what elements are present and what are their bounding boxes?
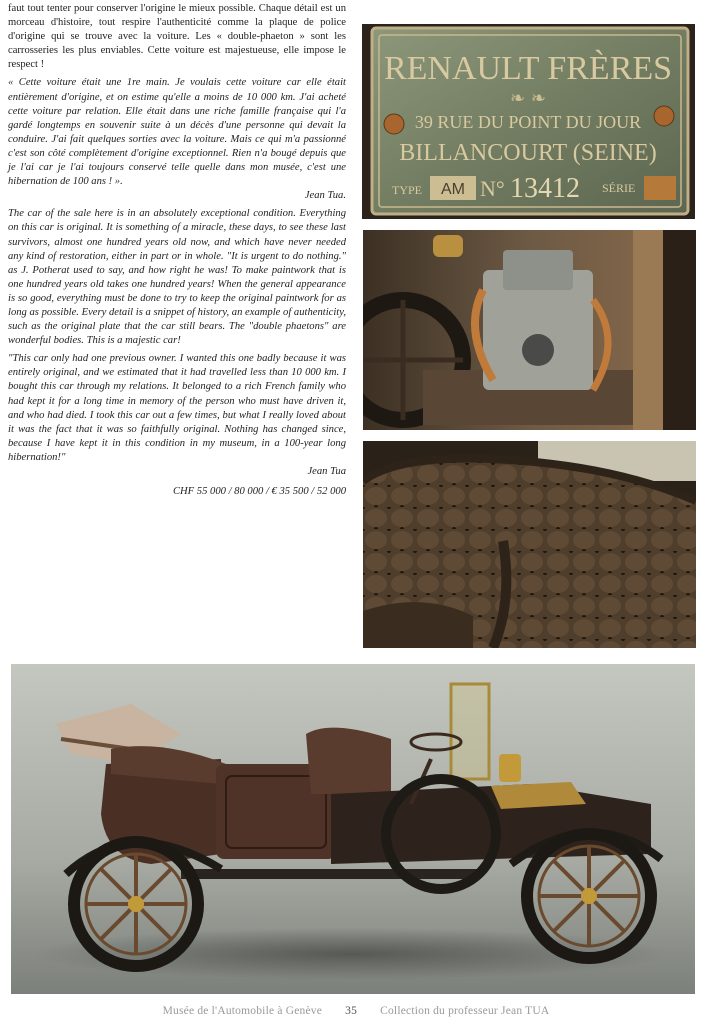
front-wheel-icon — [527, 834, 651, 958]
article-text — [8, 2, 346, 503]
page-number: 35 — [345, 1005, 358, 1017]
rivet-icon — [384, 114, 404, 134]
plate-line3: BILLANCOURT (SEINE) — [399, 140, 657, 166]
quote-fr-text: « Cette voiture était une 1re main. Je voulais cette voiture car elle était entièrement d'origine, et on estime qu'elle a moins de 10 000 km. J'ai acheté cette voiture par relation. Elle était dans une riche famille française qui l'a gardé longtemps en souvenir suite à un décès d'une personne qui devait la conduire. J'ai fait quelques sorties avec la voiture. Mais ce qui m'a passionné c'est son côté complètement d'origine exceptionnel. Rien n'a bougé depuis que je l'ai car je l'ai toujours conservé telle quelle dans mon musée, c'est une hibernation de 100 ans ! ». — [8, 77, 346, 188]
quote-fr — [8, 76, 346, 203]
plate-line1: RENAULT FRÈRES — [383, 50, 673, 87]
page-footer — [0, 1005, 712, 1017]
plate-type-label: TYPE — [392, 183, 422, 197]
plate-ornament: ❧ ❧ — [510, 88, 546, 109]
car-photo — [11, 664, 695, 994]
plate-line2: 39 RUE DU POINT DU JOUR — [414, 112, 642, 132]
plate-type-value: AM — [441, 181, 465, 198]
signature-en: Jean Tua — [307, 466, 346, 477]
leather-seat-photo — [363, 441, 696, 648]
rivet-icon — [654, 106, 674, 126]
maker-plate-photo — [362, 24, 695, 219]
footer-collection: Collection du professeur Jean TUA — [380, 1005, 550, 1017]
quote-en — [8, 352, 346, 479]
paragraph-en: The car of the sale here is in an absolutely exceptional condition. Everything on this car is original. It is something of a miracle, these days, to see these last survivors, almost one hundred years old now, and which have never needed any kind of restoration, either in part or in whole. "It is urgent to do nothing." as J. Potherat used to say, and how right he was! To make paintwork that is one hundred years old takes one hundred years! When the general appearance is so good, everything must be done to try to keep the original paintwork for as long as possible. Every detail is a snippet of history, an example of authenticity, such as the original plate that the car still bears. The "double phaetons" are wonderful bodies. This is a majestic car! — [8, 208, 346, 347]
plate-number-label: N° — [480, 176, 505, 201]
signature-fr: Jean Tua. — [304, 190, 346, 202]
paragraph-fr-intro: faut tout tenter pour conserver l'origine le mieux possible. Chaque détail est un morceau d'histoire, tout respire l'authenticité comme la plaque de police d'origine qui se trouve avec la voiture. Les « double-phaeton » sont les carrosseries les plus enviables. Cette voiture est majestueuse, elle impose le respect ! — [8, 3, 346, 71]
engine-photo — [363, 230, 696, 430]
plate-number-value: 13412 — [510, 173, 580, 204]
rear-wheel-icon — [74, 842, 198, 966]
price-estimate: CHF 55 000 / 80 000 / € 35 500 / 52 000 — [172, 486, 346, 498]
quote-en-text: "This car only had one previous owner. I wanted this one badly because it was entirely original, and we estimated that it had travelled less than 10 000 km. I bought this car through my relations. It belonged to a rich French family who had kept it for a long time in memory of the person who must have driven it, and who had died. I took this car out a few times, but what I really loved about it was the fact that it was so faithfully original. Nothing has changed since, because I have kept it in this condition in my museum, in a 100-year long hibernation!" — [8, 353, 346, 463]
plate-serie-label: SÉRIE — [602, 181, 636, 195]
footer-museum: Musée de l'Automobile à Genève — [162, 1005, 323, 1017]
